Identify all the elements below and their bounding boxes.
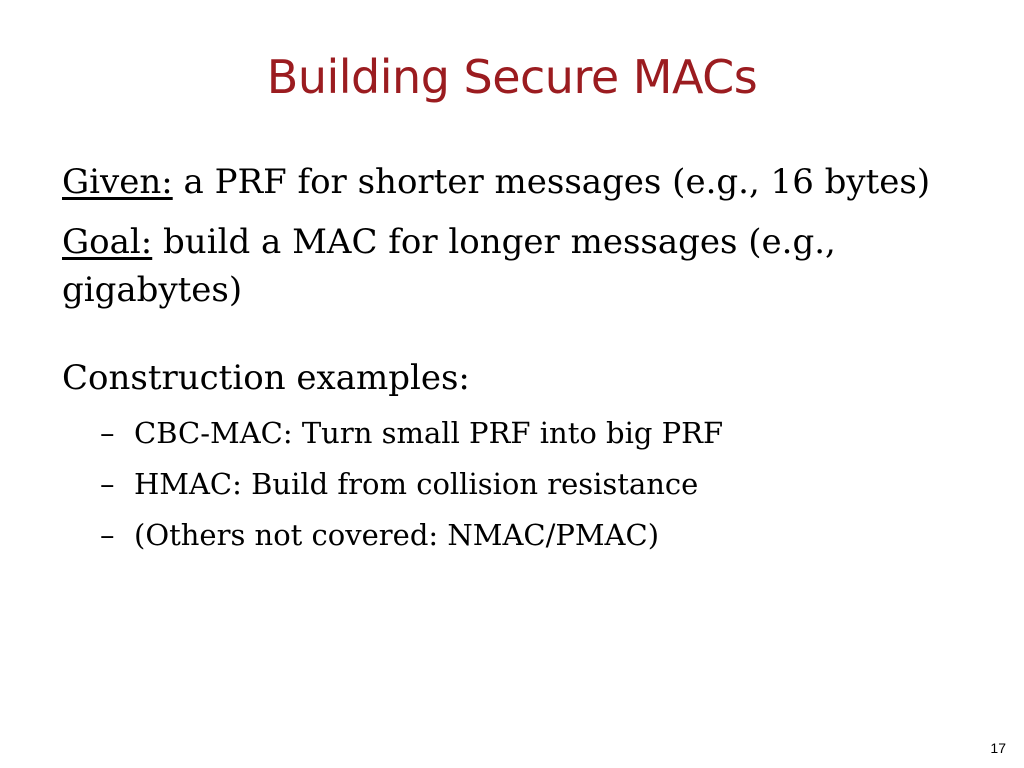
example-text: HMAC: Build from collision resistance (134, 467, 699, 501)
given-label: Given: (62, 162, 173, 202)
goal-text: build a MAC for longer messages (e.g., gigabytes) (62, 222, 836, 310)
slide-body (62, 158, 962, 561)
example-text: CBC-MAC: Turn small PRF into big PRF (134, 416, 724, 450)
goal-paragraph (62, 218, 962, 314)
list-item (100, 459, 962, 510)
dash-bullet-icon: – (100, 467, 115, 501)
dash-bullet-icon: – (100, 416, 115, 450)
given-text: a PRF for shorter messages (e.g., 16 bytes) (172, 162, 931, 202)
page-number: 17 (990, 740, 1006, 756)
examples-list (62, 408, 962, 561)
construction-heading: Construction examples: (62, 358, 470, 398)
list-item (100, 510, 962, 561)
given-paragraph (62, 158, 962, 206)
list-item (100, 408, 962, 459)
goal-label: Goal: (62, 222, 153, 262)
slide-title: Building Secure MACs (266, 50, 758, 104)
dash-bullet-icon: – (100, 518, 115, 552)
example-text: (Others not covered: NMAC/PMAC) (134, 518, 660, 552)
